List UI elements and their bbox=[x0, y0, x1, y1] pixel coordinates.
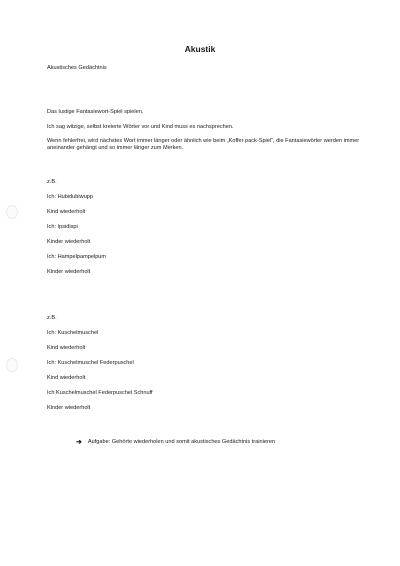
intro-line-2: Ich sag witzige, selbst kreierte Wörter vor und Kind muss es nachsprechen. bbox=[47, 124, 234, 130]
example2-line: Ich Kuschelmuschel Federpuschel Schnuff bbox=[47, 390, 153, 396]
subtitle: Akustisches Gedächtnis bbox=[47, 65, 107, 71]
intro-line-3: Wenn fehlerfrei, wird nächstes Wort immer länger oder ähnlich wie beim „Koffer pack-Spiel“, die Fantasiewörter werden immer aneinander gehängt und so immer länger zum Merken. bbox=[47, 138, 360, 151]
punch-hole-bottom bbox=[6, 358, 18, 372]
example1-line: Ich: Hubidubiwupp bbox=[47, 194, 94, 200]
page-title: Akustik bbox=[184, 44, 216, 54]
arrow-right-icon: ➔ bbox=[76, 439, 82, 446]
task-text: Aufgabe: Gehörte wiederholen und somit akustisches Gedächtnis trainieren bbox=[87, 439, 276, 445]
example1-line: Kind wiederholt bbox=[47, 209, 86, 215]
example1-line: Ich: Hampelpampelpum bbox=[47, 254, 107, 260]
example1-label: z.B. bbox=[47, 179, 57, 185]
example2-line: Kind wiederholt bbox=[47, 375, 86, 381]
example2-line: Ich: Kuschelmuschel bbox=[47, 330, 99, 336]
punch-hole-top bbox=[6, 205, 18, 219]
example2-line: Kinder wiederholt bbox=[47, 405, 91, 411]
example2-label: z.B. bbox=[47, 315, 57, 321]
example1-line: Kinder wiederholt bbox=[47, 269, 91, 275]
task-line bbox=[76, 438, 275, 446]
example1-line: Ich: Ipsidispi bbox=[47, 224, 78, 230]
intro-line-1: Das lustige Fantasiewort-Spiel spielen. bbox=[47, 109, 144, 115]
example2-line: Kind wiederholt bbox=[47, 345, 86, 351]
example1-line: Kinder wiederholt bbox=[47, 239, 91, 245]
example2-line: Ich: Kuschelmuschel Federpuschel bbox=[47, 360, 134, 366]
